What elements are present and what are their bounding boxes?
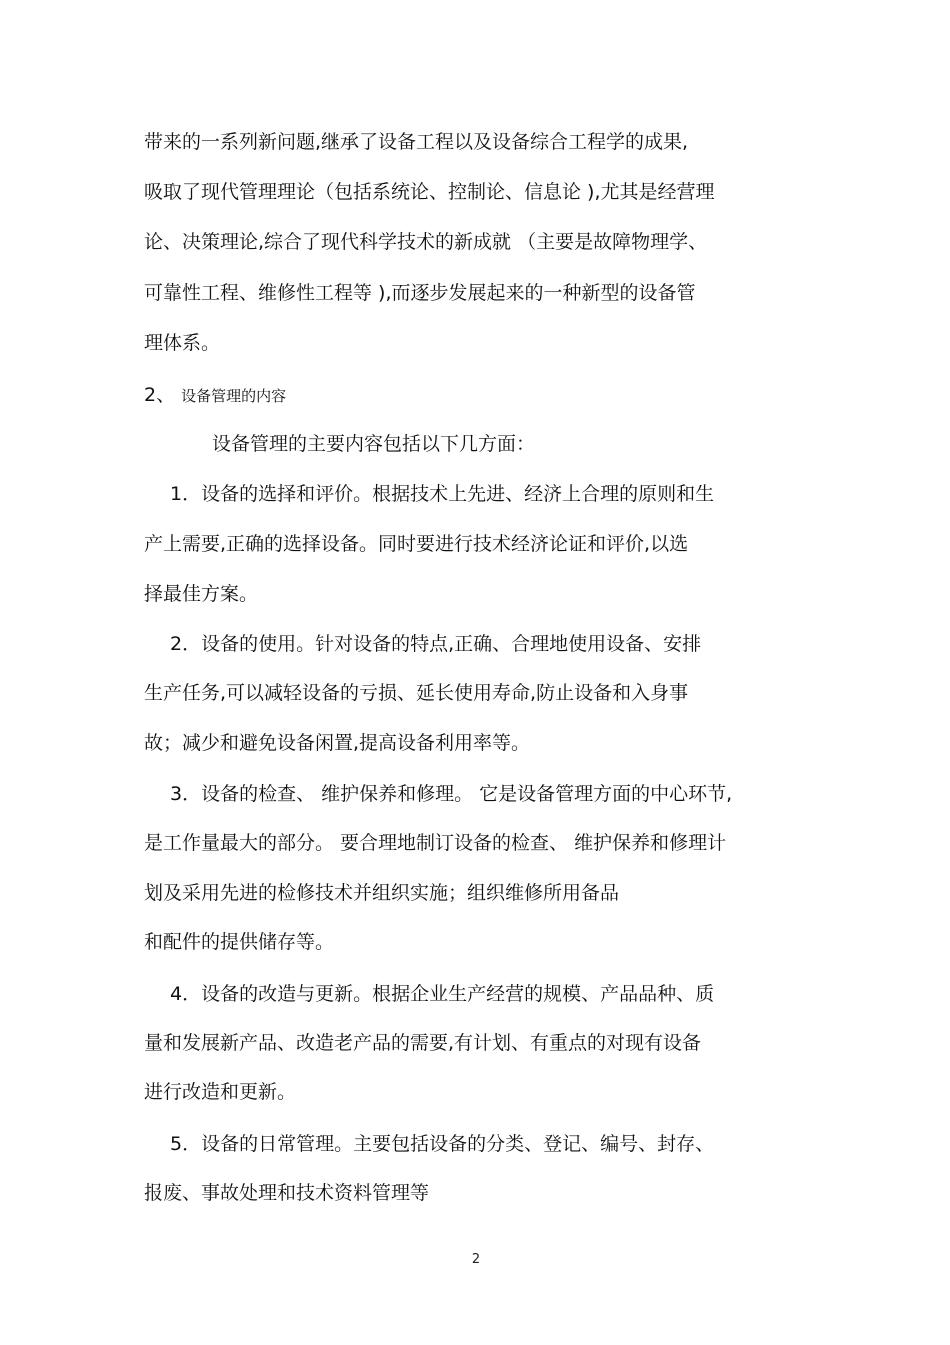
list-item-line: 择最佳方案。 xyxy=(144,583,259,605)
list-item-line: 和配件的提供储存等。 xyxy=(144,931,335,953)
page-number: 2 xyxy=(471,1252,481,1267)
intro-line: 论、决策理论,综合了现代科学技术的新成就 （主要是故障物理学、 xyxy=(144,231,708,253)
list-item-line: 划及采用先进的检修技术并组织实施；组织维修所用备品 xyxy=(144,882,620,904)
list-item-line: 故；减少和避免设备闲置,提高设备利用率等。 xyxy=(144,732,531,754)
lead-sentence: 设备管理的主要内容包括以下几方面： xyxy=(212,433,536,455)
section-title: 设备管理的内容 xyxy=(181,387,287,405)
intro-line: 可靠性工程、维修性工程等 ),而逐步发展起来的一种新型的设备管 xyxy=(144,282,696,304)
list-item-line: 5．设备的日常管理。主要包括设备的分类、登记、编号、封存、 xyxy=(170,1133,715,1155)
list-item-line: 生产任务,可以减轻设备的亏损、延长使用寿命,防止设备和入身事 xyxy=(144,682,689,704)
intro-line: 带来的一系列新问题,继承了设备工程以及设备综合工程学的成果, xyxy=(144,131,689,153)
intro-line: 吸取了现代管理理论（包括系统论、控制论、信息论 ),尤其是经营理 xyxy=(144,181,715,203)
list-item-line: 1．设备的选择和评价。根据技术上先进、经济上合理的原则和生 xyxy=(170,483,715,505)
section-number: 2、 xyxy=(144,384,176,406)
list-item-line: 2．设备的使用。针对设备的特点,正确、合理地使用设备、安排 xyxy=(170,633,702,655)
list-item-line: 3．设备的检查、 维护保养和修理。 它是设备管理方面的中心环节, xyxy=(170,783,733,805)
list-item-line: 产上需要,正确的选择设备。同时要进行技术经济论证和评价,以选 xyxy=(144,533,689,555)
list-item-line: 是工作量最大的部分。 要合理地制订设备的检查、 维护保养和修理计 xyxy=(144,832,727,854)
list-item-line: 报废、事故处理和技术资料管理等 xyxy=(144,1182,430,1204)
list-item-line: 量和发展新产品、改造老产品的需要,有计划、有重点的对现有设备 xyxy=(144,1032,702,1054)
section-heading xyxy=(144,383,286,408)
intro-line: 理体系。 xyxy=(144,332,221,354)
list-item-line: 4．设备的改造与更新。根据企业生产经营的规模、产品品种、质 xyxy=(170,983,715,1005)
list-item-line: 进行改造和更新。 xyxy=(144,1081,297,1103)
